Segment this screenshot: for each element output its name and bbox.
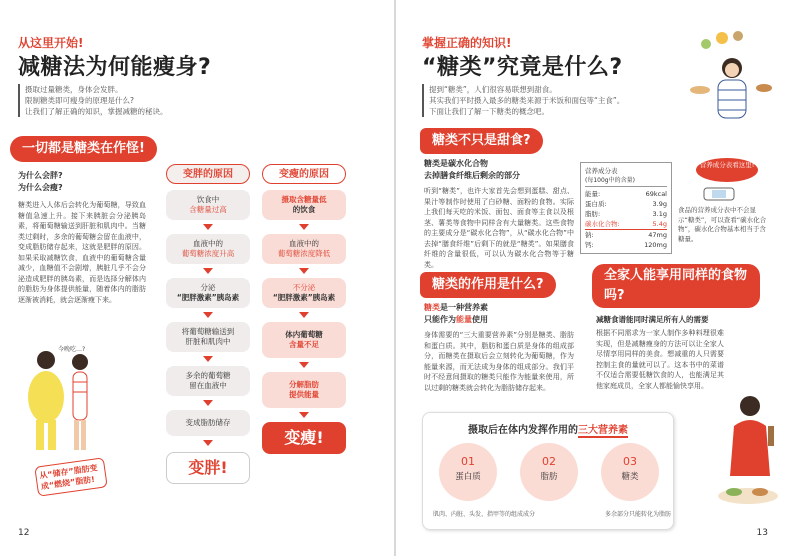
left-kicker: 从这里开始! [18, 36, 84, 50]
nutrition-label: 能量: [585, 190, 601, 198]
nutrition-label: 脂肪: [585, 210, 601, 218]
down-arrow-icon [299, 412, 309, 418]
nutrition-rows [585, 189, 667, 250]
intro-line: 其实我们平时摄入最多的糖类来源于米饭和面包等“主食”。 [429, 96, 625, 105]
nutrient-circle-protein: 01 蛋白质 [439, 443, 497, 501]
right-kicker: 掌握正确的知识! [422, 36, 512, 50]
nutrition-value: 47mg [648, 231, 667, 239]
nutrition-row [585, 240, 667, 250]
nutrition-label: 钙: [585, 241, 594, 249]
left-body-text: 糖类进入人体后会转化为葡萄糖，导致血糖值急速上升。接下来胰脏会分泌胰岛素，将葡萄糖输送到肝脏和肌肉中。当糖类过剩时，多余的葡萄糖会留在血液中，变成脂肪储存起来，这就是肥胖的原因。如果采取减糖饮食，血液中的葡萄糖含量减少，血糖值不会剧增，胰脏几乎不会分泌造成肥胖的胰岛素，而是选择分解体内的脂肪为身体提供能量，随着体内的脂肪逐渐被消耗，就会逐渐瘦下来。 [18, 201, 146, 304]
fat-step: 血液中的 葡萄糖浓度升高 [166, 234, 250, 264]
down-arrow-icon [203, 224, 213, 230]
intro-line: 下面让我们了解一下糖类的概念吧。 [429, 107, 549, 116]
intro-line: 摄取过量糖类，身体会发胖。 [25, 85, 123, 94]
right-page-title: “糖类”究竟是什么? [422, 55, 623, 80]
fat-step: 多余的葡萄糖 留在血液中 [166, 366, 250, 396]
down-arrow-icon [299, 312, 309, 318]
nutrition-label: 蛋白质: [585, 200, 607, 208]
question-thin: 为什么会瘦? [18, 183, 63, 192]
nutrients-title: 摄取后在体内发挥作用的三大营养素 [468, 425, 628, 436]
fat-step: 将葡萄糖输送到 肝脏和肌肉中 [166, 322, 250, 352]
down-arrow-icon [203, 268, 213, 274]
thin-step: 体内葡萄糖 含量不足 [262, 322, 346, 358]
thin-step: 摄取含糖量低 的饮食 [262, 190, 346, 220]
s1-line1: 糖类是碳水化合物 [424, 159, 488, 168]
nutrition-label: 钠: [585, 231, 594, 239]
fat-step: 饮食中 含糖量过高 [166, 190, 250, 220]
left-text-column [18, 170, 146, 305]
s1-body: 听到“糖类”，也许大家首先会想到蛋糕、甜点、果汁等制作时使用了白砂糖、面粉的食物。实际上我们每天吃的米饭、面包、面食等主食以及根茎、薯类等食物中同样含有大量糖类。这些食物的主要成分是“碳水化合物”，从“碳水化合物”中去掉“膳食纤维”后剩下的就是“糖类”。如果膳食纤维的含量很低，可以认为碳水化合物等于糖类。 [424, 187, 574, 269]
women-illustration [18, 342, 108, 460]
nutrition-row [585, 199, 667, 209]
nutrition-value: 69kcal [645, 190, 667, 198]
s1-line2: 去掉膳食纤维后剩余的部分 [424, 171, 520, 180]
nutrition-note: 食品的营养成分表中不会显示“糖类”，可以查看“碳水化合物”，碳水化合物基本相当于含糖量。 [678, 206, 767, 243]
down-arrow-icon [299, 224, 309, 230]
section-heading-role: 糖类的作用是什么? [420, 272, 556, 298]
down-arrow-icon [299, 362, 309, 368]
fat-burn-bubble: 从“储存”脂肪变成“燃烧”脂肪! [34, 457, 107, 496]
nutrition-value: 3.1g [652, 210, 667, 218]
left-page-title: 减糖法为何能瘦身? [18, 55, 212, 80]
fat-step: 分泌 “肥胖激素”胰岛素 [166, 278, 250, 308]
section-heading-not-only-sweets: 糖类不只是甜食? [420, 128, 543, 154]
s3-body: 根据不同需求为一家人制作多种料理很难实现，但是减糖瘦身的方法可以让全家人尽情享用同样的美食。想减重的人只需要控制主食的量就可以了。这本书中的菜谱不仅适合需要低糖饮食的人，也能满足其他家庭成员，全家人都能愉快享用。 [596, 329, 724, 390]
nutrition-title: 营养成分表 [585, 167, 618, 175]
section-heading-family: 全家人能享用同样的食物吗? [592, 264, 760, 308]
woman-with-food-illustration [686, 30, 772, 122]
fat-step: 变成脂肪储存 [166, 410, 250, 436]
nutrient-note-protein: 肌肉、内脏、头发、指甲等的组成成分 [433, 511, 536, 518]
intro-line: 限制糖类即可瘦身的原理是什么? [25, 96, 134, 105]
bottle-icon [700, 184, 740, 204]
fat-reason-label: 变胖的原因 [166, 164, 250, 184]
thin-reason-label: 变瘦的原因 [262, 164, 346, 184]
left-intro [18, 84, 268, 117]
fat-result: 变胖! [166, 452, 250, 484]
down-arrow-icon [203, 312, 213, 318]
family-dining-illustration [714, 386, 782, 526]
nutrition-label: 碳水化合物: [585, 220, 620, 228]
nutrition-row [585, 230, 667, 240]
nutrition-callout: 营养成分表看这里! [696, 158, 758, 182]
thin-step: 不分泌 “肥胖激素”胰岛素 [262, 278, 346, 308]
nutrient-note-carb: 多余部分只能转化为脂肪 [604, 511, 671, 518]
nutrition-row [585, 219, 667, 230]
question-fat: 为什么会胖? [18, 171, 63, 180]
right-intro [422, 84, 652, 117]
nutrient-circle-fat: 02 脂肪 [520, 443, 578, 501]
nutrition-value: 3.9g [652, 200, 667, 208]
three-nutrients-box [422, 412, 674, 530]
thin-step: 血液中的 葡萄糖浓度降低 [262, 234, 346, 264]
nutrition-value: 5.4g [652, 220, 667, 228]
down-arrow-icon [203, 400, 213, 406]
thin-step: 分解脂肪 提供能量 [262, 372, 346, 408]
s2-line2: 只能作为能量使用 [424, 315, 488, 324]
page-number-left: 12 [18, 528, 30, 538]
intro-line: 提到“糖类”，人们很容易联想到甜食。 [429, 85, 557, 94]
right-page [396, 0, 790, 556]
s2-body: 身体需要的“三大重要营养素”分别是糖类、脂肪和蛋白质。其中，脂肪和蛋白质是身体的组成部分，而糖类在摄取后会立刻转化为葡萄糖，作为能量来源，而无法成为身体的组成部分。我们平时不经意间摄取的糖类只能作为能量来使用，所以过剩的糖类就会转化为脂肪储存起来。 [424, 331, 574, 392]
intro-line: 让我们了解正确的知识，掌握减糖的秘诀。 [25, 107, 168, 116]
down-arrow-icon [299, 268, 309, 274]
s2-line1: 糖类是一种营养素 [424, 303, 488, 312]
nutrition-facts-table [580, 162, 672, 254]
page-number-right: 13 [756, 528, 768, 538]
nutrition-value: 120mg [644, 241, 667, 249]
left-page [0, 0, 394, 556]
nutrition-subtitle: (每100g中的含量) [585, 175, 667, 187]
nutrition-row [585, 209, 667, 219]
down-arrow-icon [203, 356, 213, 362]
down-arrow-icon [203, 440, 213, 446]
speech-text: 今晚吃…? [58, 346, 86, 353]
nutrient-circle-carb: 03 糖类 [601, 443, 659, 501]
left-section-heading: 一切都是糖类在作怪! [10, 136, 157, 162]
s3-line: 减糖食谱能同时满足所有人的需要 [596, 315, 709, 324]
nutrition-row [585, 189, 667, 199]
thin-result: 变瘦! [262, 422, 346, 454]
book-gutter [394, 0, 396, 556]
